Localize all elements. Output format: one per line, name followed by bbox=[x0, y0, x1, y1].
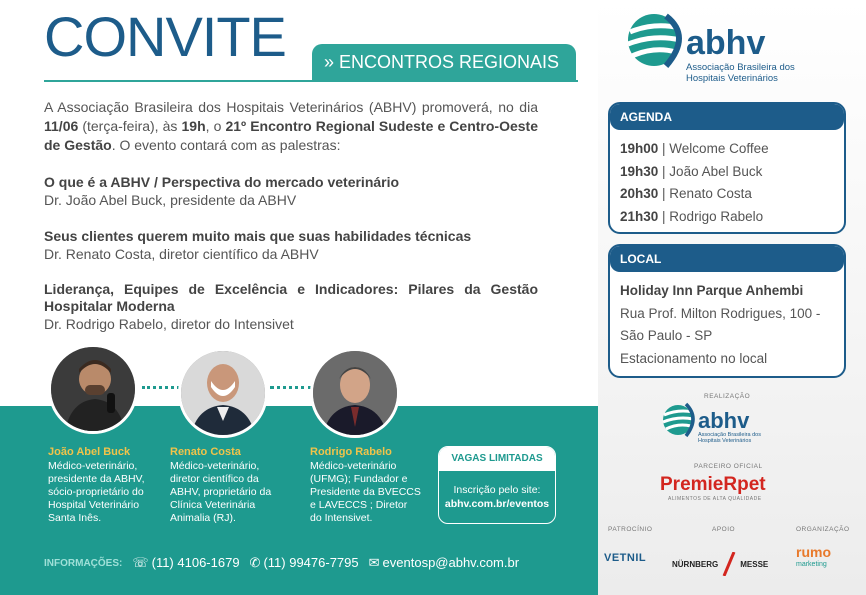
agenda-header: AGENDA bbox=[610, 104, 844, 130]
rumo-logo: rumo bbox=[796, 544, 831, 560]
talk-speaker: Dr. Rodrigo Rabelo, diretor do Intensivet bbox=[44, 316, 294, 332]
patrocinio-label: PATROCÍNIO bbox=[608, 526, 653, 533]
svg-text:Hospitais Veterinários: Hospitais Veterinários bbox=[686, 73, 778, 84]
talk-title: Seus clientes querem muito mais que suas habilidades técnicas bbox=[44, 228, 472, 244]
page-title: CONVITE bbox=[44, 5, 286, 68]
vetnil-logo: VETNIL bbox=[604, 552, 647, 564]
premierpet-tagline: ALIMENTOS DE ALTA QUALIDADE bbox=[668, 496, 762, 502]
venue-parking: Estacionamento no local bbox=[620, 350, 768, 366]
dotted-connector bbox=[142, 386, 180, 389]
email-contact[interactable]: ✉ eventosp@abhv.com.br bbox=[368, 555, 520, 570]
talk-1 bbox=[44, 174, 538, 209]
speaker-bio: Médico-veterinário (UFMG); Fundador e Presidente da BVECCS e LAVECCS ; Diretor do Intensivet. bbox=[310, 460, 421, 524]
phone-icon: ☏ bbox=[132, 555, 149, 570]
person-portrait-icon bbox=[51, 347, 135, 431]
event-series-tag: » ENCONTROS REGIONAIS bbox=[312, 44, 576, 80]
location-box bbox=[608, 244, 846, 378]
person-portrait-icon bbox=[313, 351, 397, 435]
parceiro-label: PARCEIRO OFICIAL bbox=[694, 463, 763, 470]
agenda-item: 21h30 | Rodrigo Rabelo bbox=[620, 208, 764, 224]
whatsapp-icon: ✆ bbox=[249, 555, 261, 570]
nurnbergmesse-logo: NÜRNBERG MESSE bbox=[672, 552, 768, 576]
slash-logo-icon bbox=[722, 552, 736, 576]
registration-link[interactable]: abhv.com.br/eventos bbox=[444, 498, 550, 510]
speaker-bio: Médico-veterinário, diretor científico da ABHV, proprietário da Clínica Veterinária Animalia (RJ). bbox=[170, 460, 272, 524]
registration-info: Inscrição pelo site: abhv.com.br/eventos bbox=[439, 471, 555, 511]
svg-text:Hospitais Veterinários: Hospitais Veterinários bbox=[698, 438, 752, 444]
organizacao-label: ORGANIZAÇÃO bbox=[796, 526, 850, 533]
title-divider bbox=[44, 80, 578, 82]
globe-logo-icon bbox=[660, 398, 780, 446]
person-portrait-icon bbox=[181, 351, 265, 435]
mail-icon: ✉ bbox=[368, 555, 380, 570]
svg-text:abhv: abhv bbox=[698, 408, 750, 433]
globe-logo-icon bbox=[622, 6, 822, 86]
agenda-box bbox=[608, 102, 846, 234]
talk-speaker: Dr. João Abel Buck, presidente da ABHV bbox=[44, 192, 297, 208]
talk-2 bbox=[44, 228, 538, 263]
venue-name: Holiday Inn Parque Anhembi bbox=[620, 283, 804, 298]
speaker-photo-renato bbox=[178, 348, 268, 438]
rumo-sub: marketing bbox=[796, 561, 827, 568]
registration-box bbox=[438, 446, 556, 524]
dotted-connector bbox=[270, 386, 312, 389]
speaker-name: Rodrigo Rabelo bbox=[310, 446, 392, 458]
talk-3 bbox=[44, 281, 538, 333]
talk-speaker: Dr. Renato Costa, diretor científico da ABHV bbox=[44, 246, 319, 262]
contact-bar bbox=[44, 555, 519, 571]
svg-text:abhv: abhv bbox=[686, 24, 766, 62]
talk-title: Liderança, Equipes de Excelência e Indicadores: Pilares da Gestão Hospitalar Moderna bbox=[44, 281, 538, 314]
contact-label: INFORMAÇÕES: bbox=[44, 557, 123, 569]
agenda-item: 19h00 | Welcome Coffee bbox=[620, 141, 769, 156]
agenda-item: 20h30 | Renato Costa bbox=[620, 186, 752, 201]
location-header: LOCAL bbox=[610, 246, 844, 272]
talk-title: O que é a ABHV / Perspectiva do mercado veterinário bbox=[44, 174, 400, 190]
whatsapp-contact: ✆ (11) 99476-7795 bbox=[249, 555, 359, 570]
abhv-small-logo bbox=[660, 398, 780, 451]
agenda-item: 19h30 | João Abel Buck bbox=[620, 163, 763, 179]
svg-text:Associação Brasileira dos: Associação Brasileira dos bbox=[698, 432, 761, 438]
speaker-bio: Médico-veterinário, presidente da ABHV, sócio-proprietário do Hospital Veterinário Santa Inês. bbox=[48, 460, 145, 524]
speaker-photo-joao bbox=[48, 344, 138, 434]
phone-contact: ☏ (11) 4106-1679 bbox=[132, 555, 240, 570]
speaker-photo-rodrigo bbox=[310, 348, 400, 438]
abhv-logo bbox=[622, 6, 822, 86]
venue-city: São Paulo - SP bbox=[620, 328, 713, 343]
svg-text:Associação Brasileira dos: Associação Brasileira dos bbox=[686, 62, 795, 73]
venue-address: Rua Prof. Milton Rodrigues, 100 - bbox=[620, 305, 821, 321]
speaker-name: João Abel Buck bbox=[48, 446, 131, 458]
apoio-label: APOIO bbox=[712, 526, 736, 533]
vagas-header: VAGAS LIMITADAS bbox=[439, 447, 555, 471]
speaker-name: Renato Costa bbox=[170, 446, 241, 458]
premierpet-logo: PremieRpet bbox=[660, 474, 766, 495]
realizacao-label: REALIZAÇÃO bbox=[704, 393, 751, 400]
intro-paragraph: A Associação Brasileira dos Hospitais Veterinários (ABHV) promoverá, no dia 11/06 (terça-feira), às 19h, o 21º Encontro Regional Sudeste e Centro-Oeste de Gestão. O evento contará com as palestras: bbox=[44, 99, 538, 153]
